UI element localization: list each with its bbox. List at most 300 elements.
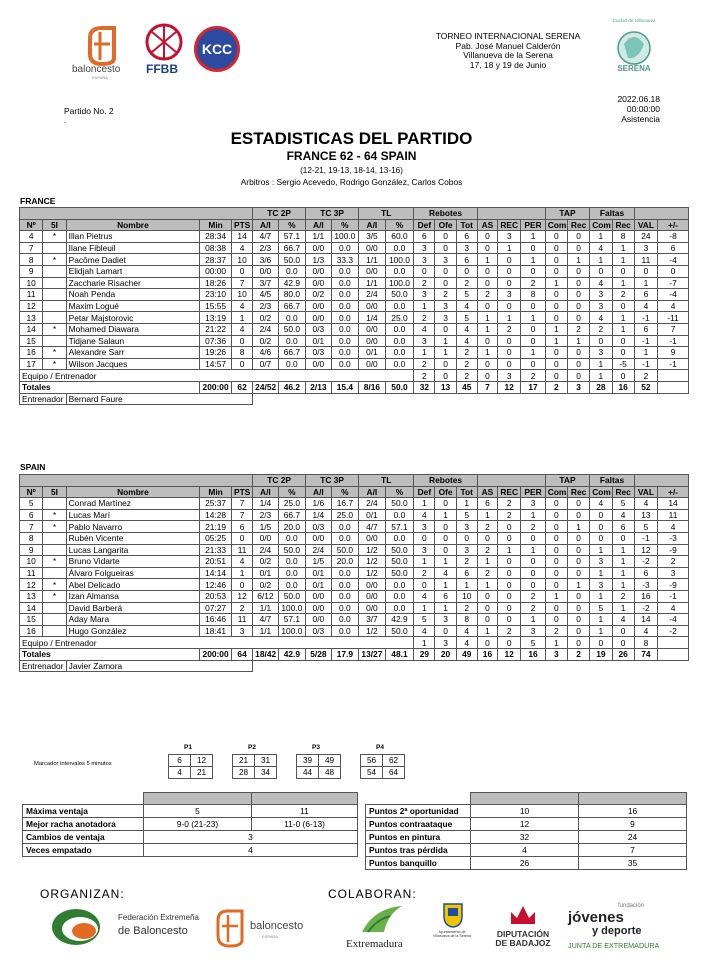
player-row [20, 521, 689, 533]
stat-cell: 11 [20, 567, 43, 579]
stat-cell: 0 [567, 567, 589, 579]
stat-cell: 1 [477, 323, 497, 335]
stat-cell: 6/12 [253, 590, 278, 602]
colaboran-label: COLABORAN: [328, 887, 417, 901]
total-cell: 12 [498, 381, 521, 393]
stat-cell: 0 [612, 265, 634, 277]
stat-cell: 0 [545, 579, 567, 591]
stat-cell: 1 [567, 254, 589, 266]
stat-cell: 0/3 [306, 347, 331, 359]
stat-cell: 2 [545, 625, 567, 637]
stat-cell: -1 [634, 335, 657, 347]
stat-cell: 12 [20, 579, 43, 591]
stat-cell: 0 [567, 509, 589, 521]
stat-cell [43, 532, 66, 544]
stat-cell: -4 [658, 614, 689, 626]
stat-cell: 0 [477, 242, 497, 254]
stat-cell: 50.0 [278, 254, 306, 266]
stat-cell: 13:19 [200, 312, 232, 324]
period-row [233, 755, 277, 767]
stat-cell: 0/1 [359, 347, 386, 359]
period-score: 54 [361, 767, 383, 779]
stat-cell: 0 [456, 532, 477, 544]
summary-label: Puntos contraataque [366, 818, 471, 831]
stat-cell: 0.0 [331, 277, 359, 289]
stat-cell: 28:37 [200, 254, 232, 266]
column-header: AS [477, 219, 497, 231]
summary-label: Cambios de ventaja [23, 831, 144, 844]
total-cell: 2 [545, 381, 567, 393]
box-score-france [19, 207, 689, 405]
period-row [233, 767, 277, 779]
stat-cell: 0 [567, 637, 589, 649]
column-header: Rec [612, 219, 634, 231]
column-header: A/I [253, 486, 278, 498]
summary-row [23, 818, 358, 831]
stat-cell: 2 [414, 312, 435, 324]
stat-cell: 0 [477, 637, 497, 649]
period-score: 28 [233, 767, 255, 779]
stat-cell: 0 [498, 335, 521, 347]
total-cell: 64 [231, 648, 252, 660]
stat-cell: 0 [612, 532, 634, 544]
stat-cell: 1 [456, 498, 477, 510]
stat-cell: 0/0 [359, 265, 386, 277]
stat-cell: 15:55 [200, 300, 232, 312]
stat-cell [43, 277, 66, 289]
baloncesto-icon [84, 24, 124, 66]
stat-cell: 7 [231, 509, 252, 521]
stat-cell: -5 [612, 358, 634, 370]
stat-cell: 1 [590, 231, 612, 243]
stat-cell [43, 602, 66, 614]
coach-name: Bernard Faure [66, 393, 253, 405]
stat-cell: 4 [456, 300, 477, 312]
stat-cell: 0 [477, 358, 497, 370]
stat-cell: 1/1 [306, 231, 331, 243]
stat-cell: 0 [435, 277, 456, 289]
stat-cell: 1 [612, 242, 634, 254]
stat-cell: 8 [20, 254, 43, 266]
baloncesto-text: baloncesto [72, 64, 121, 75]
column-header: Min [200, 219, 232, 231]
total-cell: 48.1 [385, 648, 414, 660]
stat-cell: 50.0 [278, 323, 306, 335]
stat-cell: -2 [658, 625, 689, 637]
stat-cell: 12 [634, 544, 657, 556]
player-row [20, 347, 689, 359]
stat-cell: -2 [634, 602, 657, 614]
stat-cell: * [43, 231, 66, 243]
stat-cell: 3 [456, 521, 477, 533]
stat-cell: 1 [612, 544, 634, 556]
stat-cell: 42.9 [385, 614, 414, 626]
stat-cell: -7 [658, 277, 689, 289]
stat-cell: 0 [590, 637, 612, 649]
stat-cell: 1 [435, 335, 456, 347]
stat-cell: 8 [612, 231, 634, 243]
stat-cell: 0.0 [331, 300, 359, 312]
player-row [20, 544, 689, 556]
stat-cell: 2 [456, 556, 477, 568]
player-row [20, 289, 689, 301]
stat-cell: 14 [20, 323, 43, 335]
summary-label: Veces empatado [23, 844, 144, 857]
stat-cell: 13 [634, 509, 657, 521]
stat-cell: 1 [231, 567, 252, 579]
stat-cell: 0 [477, 231, 497, 243]
stat-cell: 0 [567, 590, 589, 602]
stat-cell: 0 [545, 231, 567, 243]
stat-cell: 0 [498, 567, 521, 579]
summary-value: 24 [579, 831, 687, 844]
column-header: 5I [43, 486, 66, 498]
stat-cell: 0 [435, 625, 456, 637]
total-cell: 5/28 [306, 648, 331, 660]
stat-cell: 23:10 [200, 289, 232, 301]
period-label: P3 [312, 744, 320, 751]
stat-cell: 15 [20, 335, 43, 347]
stat-cell: 2 [521, 370, 545, 382]
stat-cell: 0.0 [278, 567, 306, 579]
summary-header-blank [23, 793, 144, 805]
stat-cell: 16 [20, 347, 43, 359]
totals-label: Totales [20, 381, 200, 393]
stat-cell: 0 [521, 567, 545, 579]
group-header-blank [20, 475, 253, 487]
stat-cell: 0.0 [385, 590, 414, 602]
stat-cell: 0/1 [306, 335, 331, 347]
stat-cell: -1 [634, 312, 657, 324]
stat-cell: 1 [477, 625, 497, 637]
stat-cell: 5 [20, 498, 43, 510]
stat-cell: 0 [435, 358, 456, 370]
stat-cell: 7 [658, 323, 689, 335]
column-header: Tot [456, 486, 477, 498]
jyd-top: fundación [618, 903, 645, 909]
period-label: P1 [184, 744, 192, 751]
stat-cell: 4 [456, 625, 477, 637]
stat-cell [43, 289, 66, 301]
stat-cell: 1 [612, 602, 634, 614]
stat-cell: 1 [435, 579, 456, 591]
stat-cell: 2 [456, 347, 477, 359]
total-cell: 13/27 [359, 648, 386, 660]
stat-cell: 0 [567, 625, 589, 637]
stat-cell: 2 [477, 567, 497, 579]
stat-cell: 8 [456, 614, 477, 626]
total-cell: 15.4 [331, 381, 359, 393]
total-cell: 2/13 [306, 381, 331, 393]
stat-cell: 07:36 [200, 335, 232, 347]
stat-cell: 2 [477, 544, 497, 556]
kcc-text: KCC [201, 41, 233, 57]
stat-cell: 1 [435, 347, 456, 359]
summary-label: Mejor racha anotadora [23, 818, 144, 831]
column-header: Nombre [66, 486, 200, 498]
summary-value: 12 [471, 818, 579, 831]
total-cell: 29 [414, 648, 435, 660]
period-score: 21 [233, 755, 255, 767]
stat-cell: 2 [414, 277, 435, 289]
stat-cell: 4 [590, 277, 612, 289]
stat-cell: 0 [545, 521, 567, 533]
stat-cell: 1/5 [253, 521, 278, 533]
column-header: PER [521, 486, 545, 498]
summary-header-blank [144, 793, 252, 805]
stat-cell: 11 [20, 289, 43, 301]
player-row [20, 556, 689, 568]
stat-cell: 0 [477, 265, 497, 277]
stat-cell: 0 [567, 602, 589, 614]
stat-cell: 0 [545, 370, 567, 382]
fexb-emblem-icon [50, 905, 106, 949]
stat-cell: 0.0 [331, 614, 359, 626]
total-cell: 42.9 [278, 648, 306, 660]
stat-cell: 4 [658, 602, 689, 614]
stat-cell: 8 [231, 347, 252, 359]
stat-cell: 3 [498, 231, 521, 243]
stat-cell: 0 [435, 370, 456, 382]
stat-cell: 4 [456, 335, 477, 347]
column-header: A/I [306, 219, 331, 231]
diputacion-logo [492, 902, 554, 954]
total-cell: 28 [590, 381, 612, 393]
stat-cell: 1 [590, 254, 612, 266]
stat-cell: 0.0 [331, 521, 359, 533]
stat-cell: -1 [658, 358, 689, 370]
stat-cell: 2 [612, 289, 634, 301]
period-score: 4 [169, 767, 191, 779]
stat-cell: -9 [658, 579, 689, 591]
stat-cell: 1/2 [359, 625, 386, 637]
stat-cell: 6 [658, 242, 689, 254]
stat-cell: 9 [20, 544, 43, 556]
player-row [20, 300, 689, 312]
stat-cell: 4 [590, 312, 612, 324]
period-table [360, 754, 405, 779]
stat-cell: 2 [456, 370, 477, 382]
stat-cell: 0 [612, 300, 634, 312]
stat-cell: 0 [567, 358, 589, 370]
stat-cell: 0.0 [385, 347, 414, 359]
stat-cell: 1/1 [253, 625, 278, 637]
period-score: 64 [383, 767, 405, 779]
stat-cell: 0 [435, 532, 456, 544]
game-number: Partido No. 2 [64, 106, 114, 116]
total-cell: 16 [612, 381, 634, 393]
column-header: % [385, 219, 414, 231]
ffbb-ball-icon [144, 22, 184, 62]
game-meta [590, 94, 660, 124]
stat-cell: 0.0 [331, 265, 359, 277]
player-name: Ilane Fibleuil [66, 242, 200, 254]
stat-cell [43, 567, 66, 579]
stat-cell: 0 [545, 265, 567, 277]
stat-cell: 0/0 [306, 602, 331, 614]
stat-cell: 1 [590, 370, 612, 382]
group-header-blank [477, 208, 545, 220]
stat-cell: 1 [521, 231, 545, 243]
summary-label: Puntos en pintura [366, 831, 471, 844]
stat-cell: 0.0 [385, 358, 414, 370]
stat-cell: 4 [456, 323, 477, 335]
summary-header-blank [579, 793, 687, 805]
column-header: PTS [231, 486, 252, 498]
jovenes-deporte-logo [566, 903, 678, 953]
stat-cell: 0/0 [306, 300, 331, 312]
stat-cell: 2 [521, 521, 545, 533]
stat-cell: 2 [498, 323, 521, 335]
stat-cell: 6 [612, 521, 634, 533]
stat-cell: 0.0 [385, 300, 414, 312]
summary-value: 9 [579, 818, 687, 831]
stat-cell: 1 [634, 277, 657, 289]
column-header: % [385, 486, 414, 498]
column-header: Nº [20, 486, 43, 498]
stat-cell: 17 [20, 358, 43, 370]
period-score: 39 [297, 755, 319, 767]
fexb-logo [50, 905, 210, 953]
stat-cell: 1 [477, 509, 497, 521]
page-title: ESTADISTICAS DEL PARTIDO [230, 129, 473, 148]
summary-header [366, 793, 687, 805]
stat-cell: 0/0 [359, 590, 386, 602]
stat-cell: 0 [545, 289, 567, 301]
column-header: AS [477, 486, 497, 498]
group-header: TAP [545, 475, 590, 487]
stat-cell: 2 [477, 521, 497, 533]
stat-cell: 1 [477, 254, 497, 266]
player-row [20, 335, 689, 347]
stat-cell: 0 [567, 312, 589, 324]
stat-cell: 1 [545, 590, 567, 602]
period-score: 12 [191, 755, 213, 767]
stat-cell: 4 [414, 509, 435, 521]
group-header: TL [359, 475, 414, 487]
stat-cell [43, 242, 66, 254]
stat-cell: 0/0 [359, 335, 386, 347]
stat-cell: 19:26 [200, 347, 232, 359]
intervals-label: Marcador intervalos 5 minutos [34, 761, 112, 767]
stat-cell: 3 [456, 242, 477, 254]
player-name: Pablo Navarro [66, 521, 200, 533]
stat-cell: 3 [231, 625, 252, 637]
column-header: % [278, 486, 306, 498]
stat-cell: 4/7 [359, 521, 386, 533]
stat-cell: 0 [567, 347, 589, 359]
stat-cell: 1 [612, 323, 634, 335]
column-header: REC [498, 486, 521, 498]
stat-cell: 0.0 [385, 579, 414, 591]
stat-cell: 1/5 [306, 556, 331, 568]
stat-cell: 11 [634, 254, 657, 266]
coach-blank [253, 660, 689, 672]
column-header: Com [545, 486, 567, 498]
stat-cell: 100.0 [331, 231, 359, 243]
stat-cell: 20.0 [331, 556, 359, 568]
group-header: TC 2P [253, 475, 306, 487]
stat-cell: 1 [545, 277, 567, 289]
stat-cell: 0 [521, 242, 545, 254]
stat-cell: 21:22 [200, 323, 232, 335]
stat-cell: 1 [567, 521, 589, 533]
fexb-line2: de Baloncesto [118, 925, 188, 937]
stat-cell [658, 637, 689, 649]
total-cell: 17 [521, 381, 545, 393]
group-header: TC 2P [253, 208, 306, 220]
team-row [20, 370, 689, 382]
total-cell: 49 [456, 648, 477, 660]
summary-value: 32 [471, 831, 579, 844]
stat-cell: 0 [658, 265, 689, 277]
stat-cell: 1 [612, 254, 634, 266]
stat-cell: 1 [590, 625, 612, 637]
referees: Arbitros : Sergio Acevedo, Rodrigo González, Carlos Cobos [240, 177, 463, 187]
period-score: 34 [255, 767, 277, 779]
stat-cell: 1 [498, 312, 521, 324]
stat-cell: 0 [590, 335, 612, 347]
summary-value: 11-0 (6-13) [252, 818, 358, 831]
period-label: P4 [376, 744, 384, 751]
stat-cell: 0.0 [331, 289, 359, 301]
attendance-label: Asistencia [621, 114, 660, 124]
stat-cell: 3 [498, 370, 521, 382]
stat-cell: 0 [545, 312, 567, 324]
stat-cell: 1 [477, 579, 497, 591]
stat-cell: 10 [231, 254, 252, 266]
stat-cell: 0 [567, 370, 589, 382]
stat-cell: 0 [567, 556, 589, 568]
jyd-line3: JUNTA DE EXTREMADURA [568, 941, 660, 950]
stat-cell: 0 [435, 521, 456, 533]
stat-cell: 1/4 [253, 498, 278, 510]
stat-cell: 0 [498, 358, 521, 370]
total-cell: 3 [545, 648, 567, 660]
stat-cell: 0 [521, 358, 545, 370]
stat-cell: 0 [231, 532, 252, 544]
stat-cell: 0.0 [385, 509, 414, 521]
stat-cell: 1 [435, 556, 456, 568]
stat-cell: 4 [634, 300, 657, 312]
stat-cell: 0.0 [331, 567, 359, 579]
stat-cell: 0 [477, 277, 497, 289]
stat-cell: 0 [498, 614, 521, 626]
stat-cell: * [43, 590, 66, 602]
stat-cell: 4 [435, 567, 456, 579]
stat-cell: 1 [477, 312, 497, 324]
baloncesto-footer-text: baloncesto [250, 920, 304, 932]
player-name: Pacôme Dadiet [66, 254, 200, 266]
stat-cell: 0/7 [253, 358, 278, 370]
stat-cell: 3/5 [359, 231, 386, 243]
summary-label: Puntos 2ª oportunidad [366, 805, 471, 818]
column-header: Min [200, 486, 232, 498]
coach-row [20, 660, 689, 672]
summary-row [366, 844, 687, 857]
column-header: Nombre [66, 219, 200, 231]
stat-cell: 0/2 [306, 289, 331, 301]
column-header: % [331, 486, 359, 498]
summary-value: 16 [579, 805, 687, 818]
villanueva-logo [430, 902, 474, 954]
period-row [297, 755, 341, 767]
stat-cell: 1 [414, 602, 435, 614]
column-header: Com [590, 219, 612, 231]
player-name: Petar Majstorovic [66, 312, 200, 324]
stat-cell: 6 [414, 231, 435, 243]
stat-cell: 50.0 [385, 498, 414, 510]
